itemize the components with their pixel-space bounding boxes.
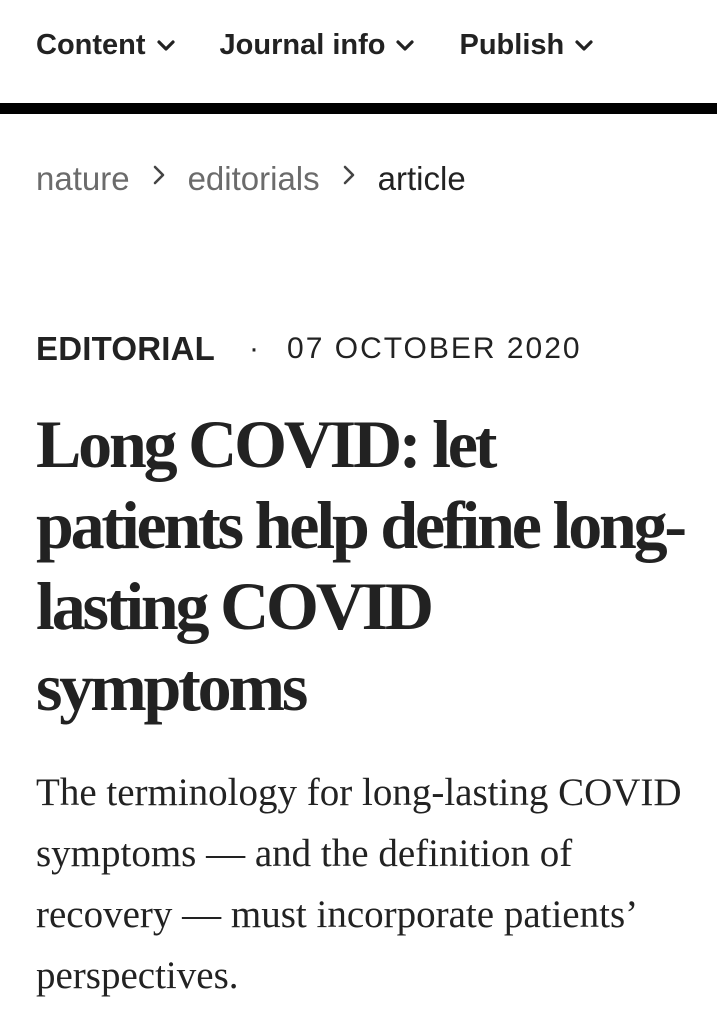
nav-content-menu[interactable] xyxy=(36,29,176,62)
top-navigation xyxy=(0,0,717,103)
breadcrumb xyxy=(36,160,466,198)
chevron-right-icon xyxy=(342,164,356,186)
breadcrumb-item-editorials[interactable]: editorials xyxy=(187,160,320,197)
nav-journal-info-label: Journal info xyxy=(219,29,386,61)
nav-content-label: Content xyxy=(36,29,146,61)
nav-divider xyxy=(0,103,717,114)
nav-publish-menu[interactable] xyxy=(459,29,594,62)
breadcrumb-item-nature[interactable]: nature xyxy=(36,160,130,197)
chevron-right-icon xyxy=(152,164,166,186)
nav-publish-label: Publish xyxy=(459,29,565,61)
publication-date: 07 OCTOBER 2020 xyxy=(287,332,582,365)
chevron-down-icon xyxy=(156,39,176,53)
chevron-down-icon xyxy=(395,39,415,53)
nav-journal-info-menu[interactable] xyxy=(220,29,416,62)
chevron-down-icon xyxy=(574,39,594,53)
article-meta xyxy=(36,330,582,368)
article-type: EDITORIAL xyxy=(36,330,216,367)
article-standfirst: The terminology for long-lasting COVID symptoms — and the definition of recovery — must incorporate patients’ perspectives. xyxy=(36,771,682,997)
breadcrumb-current: article xyxy=(377,160,466,197)
meta-separator: · xyxy=(249,332,260,365)
article-title: Long COVID: let patients help define long-lasting COVID symptoms xyxy=(36,406,684,725)
